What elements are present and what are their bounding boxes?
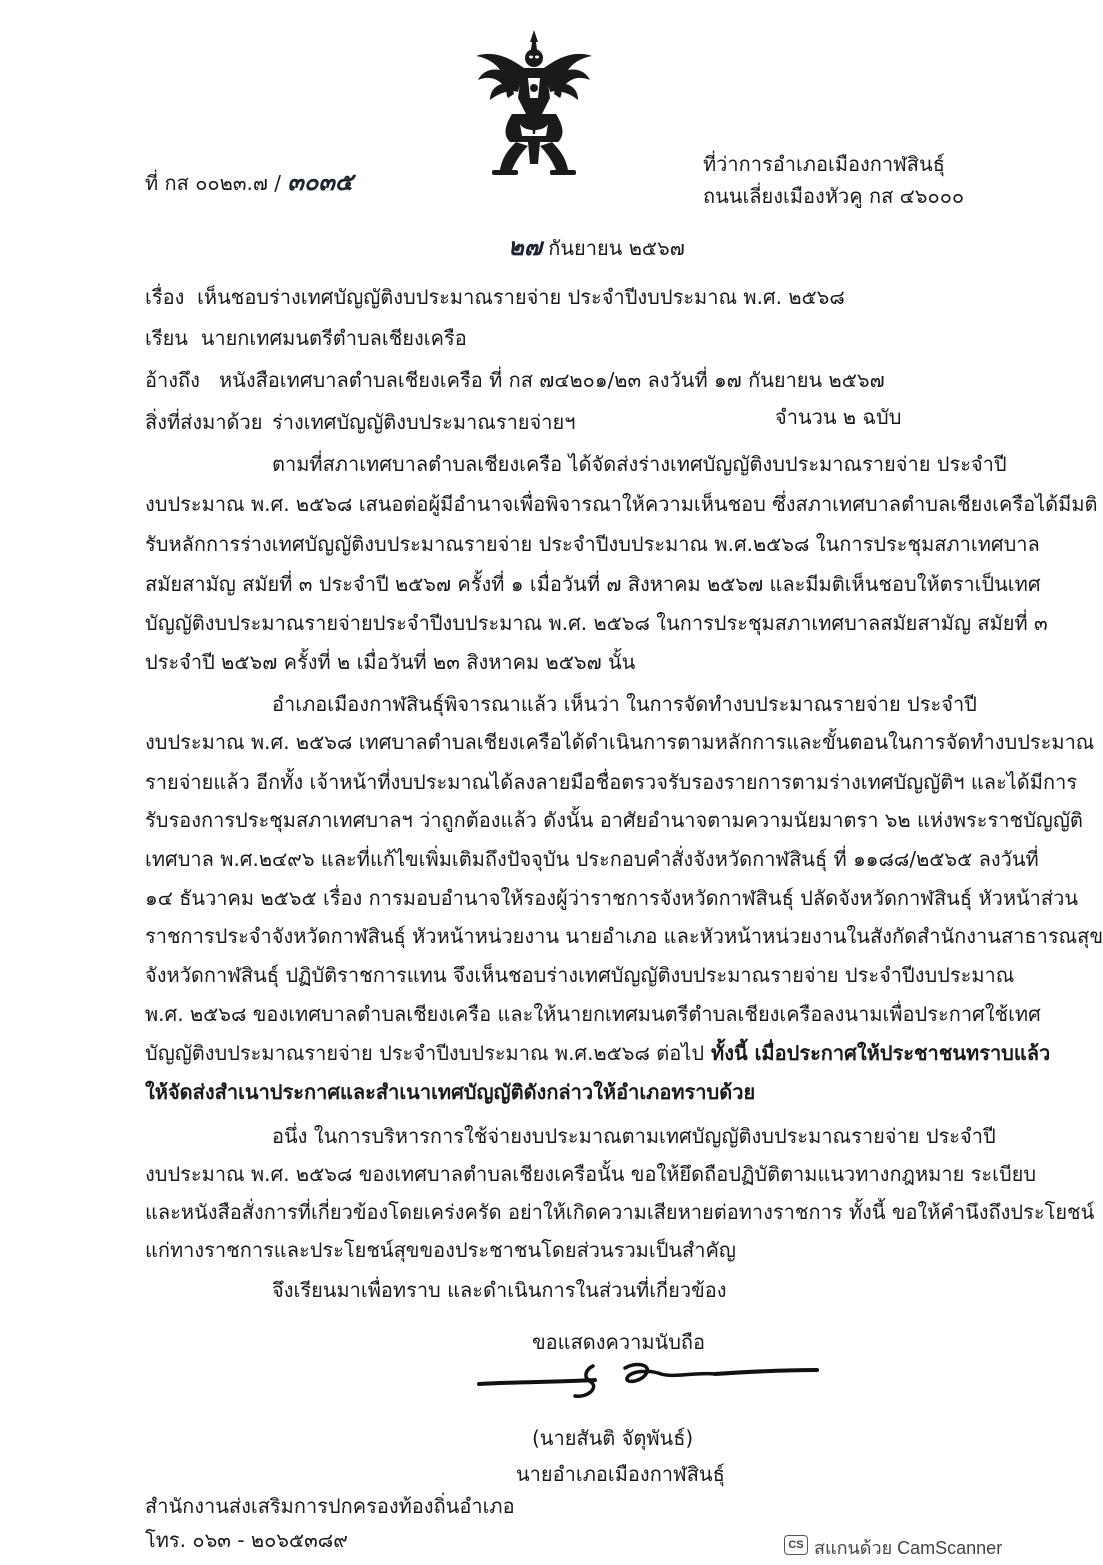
paragraph1-line: ตามที่สภาเทศบาลตำบลเชียงเครือ ได้จัดส่งร่างเทศบัญญัติงบประมาณรายจ่าย ประจำปี — [272, 452, 1007, 476]
office-address-line1: ที่ว่าการอำเภอเมืองกาฬสินธุ์ — [703, 152, 945, 176]
paragraph3-line: อนึ่ง ในการบริหารการใช้จ่ายงบประมาณตามเทศบัญญัติงบประมาณรายจ่าย ประจำปี — [272, 1124, 996, 1148]
paragraph3-line: และหนังสือสั่งการที่เกี่ยวข้องโดยเคร่งครัด อย่าให้เกิดความเสียหายต่อทางราชการ ทั้งนี้ ขอให้คำนึงถึงประโยชน์ — [145, 1200, 1095, 1224]
enclosure-count: จำนวน ๒ ฉบับ — [775, 405, 902, 429]
paragraph2-line: จังหวัดกาฬสินธุ์ ปฏิบัติราชการแทน จึงเห็นชอบร่างเทศบัญญัติงบประมาณรายจ่าย ประจำปีงบประมาณ — [145, 963, 1015, 987]
reference-label: อ้างถึง — [145, 368, 200, 392]
subject-label: เรื่อง — [145, 285, 185, 309]
recipient-text: นายกเทศมนตรีตำบลเชียงเครือ — [200, 326, 467, 350]
handwritten-signature — [475, 1358, 820, 1406]
enclosure-label: สิ่งที่ส่งมาด้วย — [145, 410, 263, 434]
signatory-name: (นายสันติ จัตุพันธ์) — [532, 1426, 694, 1450]
paragraph2-line: รับรองการประชุมสภาเทศบาลฯ ว่าถูกต้องแล้ว ดังนั้น อาศัยอำนาจตามความนัยมาตรา ๖๒ แห่งพระราชบัญญัติ — [145, 808, 1083, 832]
paragraph2-line11-bold: ให้จัดส่งสำเนาประกาศและสำเนาเทศบัญญัติดังกล่าวให้อำเภอทราบด้วย — [145, 1080, 756, 1104]
paragraph1-line: บัญญัติงบประมาณรายจ่ายประจำปีงบประมาณ พ.ศ. ๒๕๖๘ ในการประชุมสภาเทศบาลสมัยสามัญ สมัยที่ ๓ — [145, 611, 1048, 635]
camscanner-watermark — [780, 1530, 1046, 1558]
date-month-year: กันยายน ๒๕๖๗ — [548, 236, 685, 260]
recipient-label: เรียน — [145, 326, 188, 350]
reference-text: หนังสือเทศบาลตำบลเชียงเครือ ที่ กส ๗๔๒๐๑/๒๓ ลงวันที่ ๑๗ กันยายน ๒๕๖๗ — [218, 368, 885, 392]
paragraph2-line10-bold: ทั้งนี้ เมื่อประกาศให้ประชาชนทราบแล้ว — [704, 1041, 1051, 1065]
paragraph2-line: ๑๔ ธันวาคม ๒๕๖๕ เรื่อง การมอบอำนาจให้รองผู้ว่าราชการจังหวัดกาฬสินธุ์ ปลัดจังหวัดกาฬสินธุ์ หัวหน้าส่วน — [145, 886, 1079, 910]
paragraph2-line: อำเภอเมืองกาฬสินธุ์พิจารณาแล้ว เห็นว่า ในการจัดทำงบประมาณรายจ่าย ประจำปี — [272, 692, 977, 716]
paragraph3-line: งบประมาณ พ.ศ. ๒๕๖๘ ของเทศบาลตำบลเชียงเครือนั้น ขอให้ยึดถือปฏิบัติตามแนวทางกฎหมาย ระเบียบ — [145, 1162, 1037, 1186]
department-phone: โทร. ๐๖๓ - ๒๐๖๕๓๘๙ — [145, 1528, 348, 1552]
camscanner-text: สแกนด้วย CamScanner — [814, 1538, 1003, 1558]
recipient-line — [145, 326, 467, 350]
subject-line — [145, 285, 845, 309]
enclosure-text: ร่างเทศบัญญัติงบประมาณรายจ่ายฯ — [272, 410, 576, 434]
letter-date — [508, 232, 685, 261]
reference-handwritten-number: ๓๐๓๕ — [287, 167, 353, 196]
reference-number — [145, 167, 353, 196]
paragraph2-line: พ.ศ. ๒๕๖๘ ของเทศบาลตำบลเชียงเครือ และให้นายกเทศมนตรีตำบลเชียงเครือลงนามเพื่อประกาศใช้เทศ — [145, 1002, 1041, 1026]
paragraph3-line: แก่ทางราชการและประโยชน์สุขของประชาชนโดยส่วนรวมเป็นสำคัญ — [145, 1238, 736, 1262]
office-address-line2: ถนนเลี่ยงเมืองหัวคู กส ๔๖๐๐๐ — [703, 184, 965, 208]
paragraph1-line: งบประมาณ พ.ศ. ๒๕๖๘ เสนอต่อผู้มีอำนาจเพื่อพิจารณาให้ความเห็นชอบ ซึ่งสภาเทศบาลตำบลเชียงเครือได้มีมติ — [145, 492, 1098, 516]
paragraph2-line: ราชการประจำจังหวัดกาฬสินธุ์ หัวหน้าหน่วยงาน นายอำเภอ และหัวหน้าหน่วยงานในสังกัดสำนักงานสาธารณสุข — [145, 924, 1103, 948]
signature-salutation: ขอแสดงความนับถือ — [532, 1330, 706, 1354]
department-name: สำนักงานส่งเสริมการปกครองท้องถิ่นอำเภอ — [145, 1494, 515, 1518]
paragraph2-line: รายจ่ายแล้ว อีกทั้ง เจ้าหน้าที่งบประมาณได้ลงลายมือชื่อตรวจรับรองรายการตามร่างเทศบัญญัติฯ และได้มีการ — [145, 770, 1078, 794]
enclosure-line — [145, 410, 262, 434]
paragraph2-line: งบประมาณ พ.ศ. ๒๕๖๘ เทศบาลตำบลเชียงเครือได้ดำเนินการตามหลักการและขั้นตอนในการจัดทำงบประมาณ — [145, 730, 1095, 754]
paragraph2-line-mixed — [145, 1041, 1051, 1065]
paragraph1-line: ประจำปี ๒๕๖๗ ครั้งที่ ๒ เมื่อวันที่ ๒๓ สิงหาคม ๒๕๖๗ นั้น — [145, 650, 636, 674]
subject-text: เห็นชอบร่างเทศบัญญัติงบประมาณรายจ่าย ประจำปีงบประมาณ พ.ศ. ๒๕๖๘ — [197, 285, 845, 309]
date-day-handwritten: ๒๗ — [508, 232, 542, 261]
reference-prefix: ที่ กส ๐๐๒๓.๗ / — [145, 171, 281, 195]
garuda-emblem — [472, 28, 596, 178]
paragraph1-line: รับหลักการร่างเทศบัญญัติงบประมาณรายจ่าย ประจำปีงบประมาณ พ.ศ.๒๕๖๘ ในการประชุมสภาเทศบาล — [145, 532, 1040, 556]
signatory-position: นายอำเภอเมืองกาฬสินธุ์ — [516, 1462, 725, 1486]
reference-line — [145, 368, 885, 392]
camscanner-icon: CS — [784, 1535, 808, 1555]
closing-request: จึงเรียนมาเพื่อทราบ และดำเนินการในส่วนที่เกี่ยวข้อง — [272, 1278, 727, 1302]
paragraph2-line: เทศบาล พ.ศ.๒๔๙๖ และที่แก้ไขเพิ่มเติมถึงปัจจุบัน ประกอบคำสั่งจังหวัดกาฬสินธุ์ ที่ ๑๑๘๘/๒๕๖๕ ลงวันที่ — [145, 847, 1039, 871]
paragraph1-line: สมัยสามัญ สมัยที่ ๓ ประจำปี ๒๕๖๗ ครั้งที่ ๑ เมื่อวันที่ ๗ สิงหาคม ๒๕๖๗ และมีมติเห็นชอบให้ตราเป็นเทศ — [145, 572, 1041, 596]
paragraph2-line10-normal: บัญญัติงบประมาณรายจ่าย ประจำปีงบประมาณ พ.ศ.๒๕๖๘ ต่อไป — [145, 1041, 705, 1065]
